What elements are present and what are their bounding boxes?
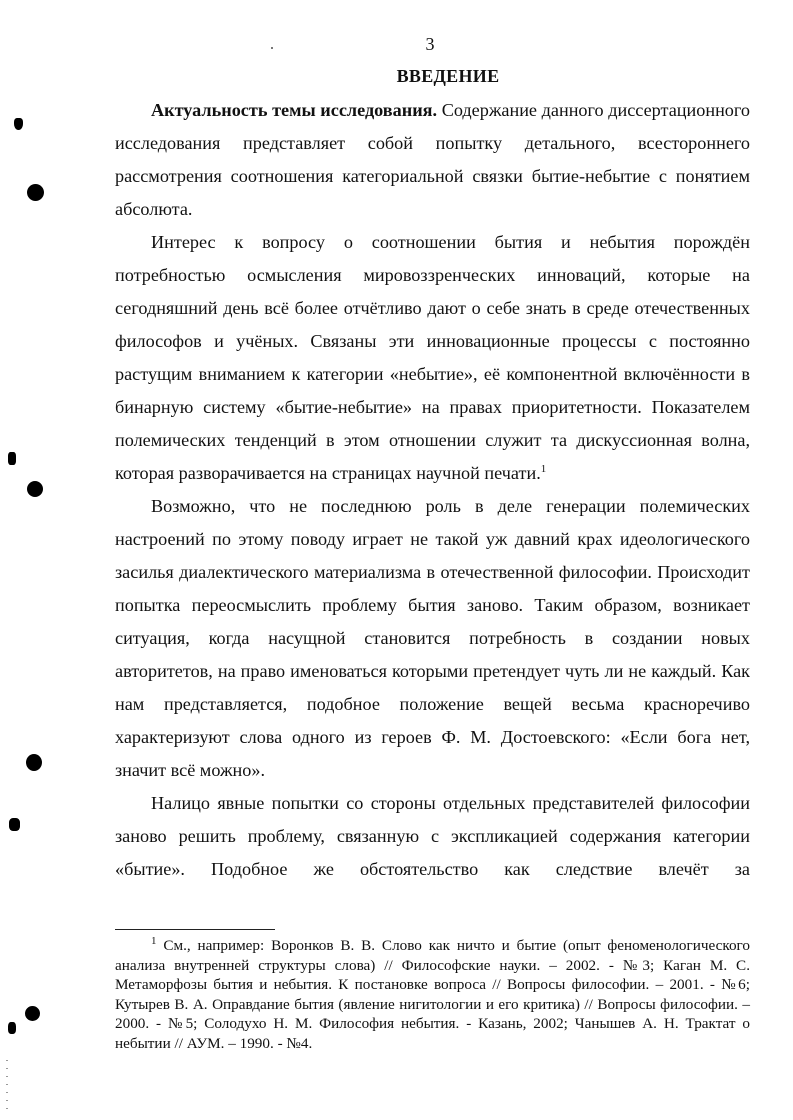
page-title: ВВЕДЕНИЕ [396, 66, 500, 86]
binder-mark [8, 1022, 16, 1034]
paragraph-interest [115, 226, 750, 490]
section-lead: Актуальность темы исследования. [151, 100, 438, 120]
footnote-text: См., например: Воронков В. В. Слово как ничто и бытие (опыт феноменологического анализа внутренней структуры слова) // Философские науки. – 2002. - №3; Каган М. С. Метаморфозы бытия и небытия. К постановке вопроса // Вопросы философии. – 2001. - №6; Кутырев В. А. Оправдание бытия (явление нигитологии и его критика) // Вопросы философии. – 2000. - №5; Солодухо Н. М. Философия небытия. - Казань, 2002; Чанышев А. Н. Трактат о небытии // АУМ. – 1990. - №4. [115, 937, 750, 1052]
body-text [115, 94, 750, 886]
paragraph-text: Содержание данного диссертационного исследования представляет собой попытку детального, всестороннего рассмотрения соотношения категориальной связки бытие-небытие с понятием абсолюта. [115, 100, 750, 219]
binder-mark [14, 118, 23, 130]
paragraph-polemics [115, 490, 750, 787]
footnote [115, 936, 750, 1053]
binder-hole [27, 481, 43, 497]
scan-edge-dots [6, 1060, 8, 1116]
footnote-reference[interactable]: 1 [540, 463, 547, 475]
footnote-number: 1 [151, 935, 157, 947]
paragraph-text: Возможно, что не последнюю роль в деле генерации полемических настроений по этому поводу играет не такой уж давний крах идеологического засилья диалектического материализма в отечественной философии. Происходит попытка переосмыслить проблему бытия заново. Таким образом, возникает ситуация, когда насущной становится потребность в создании новых авторитетов, на право именоваться которыми претендует чуть ли не каждый. Как нам представляется, подобное положение вещей весьма красноречиво характеризуют слова одного из героев Ф. М. Достоевского: «Если бога нет, значит всё можно». [115, 496, 750, 780]
paragraph-attempts [115, 787, 750, 886]
paragraph-relevance [115, 94, 750, 226]
binder-hole [25, 1006, 40, 1021]
page-number: 3 [425, 34, 435, 54]
paragraph-text: Налицо явные попытки со стороны отдельных представителей философии заново решить проблему, связанную с экспликацией содержания категории «бытие». Подобное же обстоятельство как следствие влечёт за [115, 793, 750, 879]
paragraph-text: Интерес к вопросу о соотношении бытия и небытия порождён потребностью осмысления мировоззренческих инноваций, которые на сегодняшний день всё более отчётливо дают о себе знать в среде отечественных философов и учёных. Связаны эти инновационные процессы с постоянно растущим вниманием к категории «небытие», её компонентной включённости в бинарную систему «бытие-небытие» на правах приоритетности. Показателем полемических тенденций в этом отношении служит та дискуссионная волна, которая разворачивается на страницах научной печати. [115, 232, 750, 483]
footnote-divider [115, 929, 275, 930]
binder-hole [27, 184, 44, 201]
binder-mark [9, 818, 20, 831]
binder-mark [8, 452, 16, 465]
binder-hole [26, 754, 42, 771]
